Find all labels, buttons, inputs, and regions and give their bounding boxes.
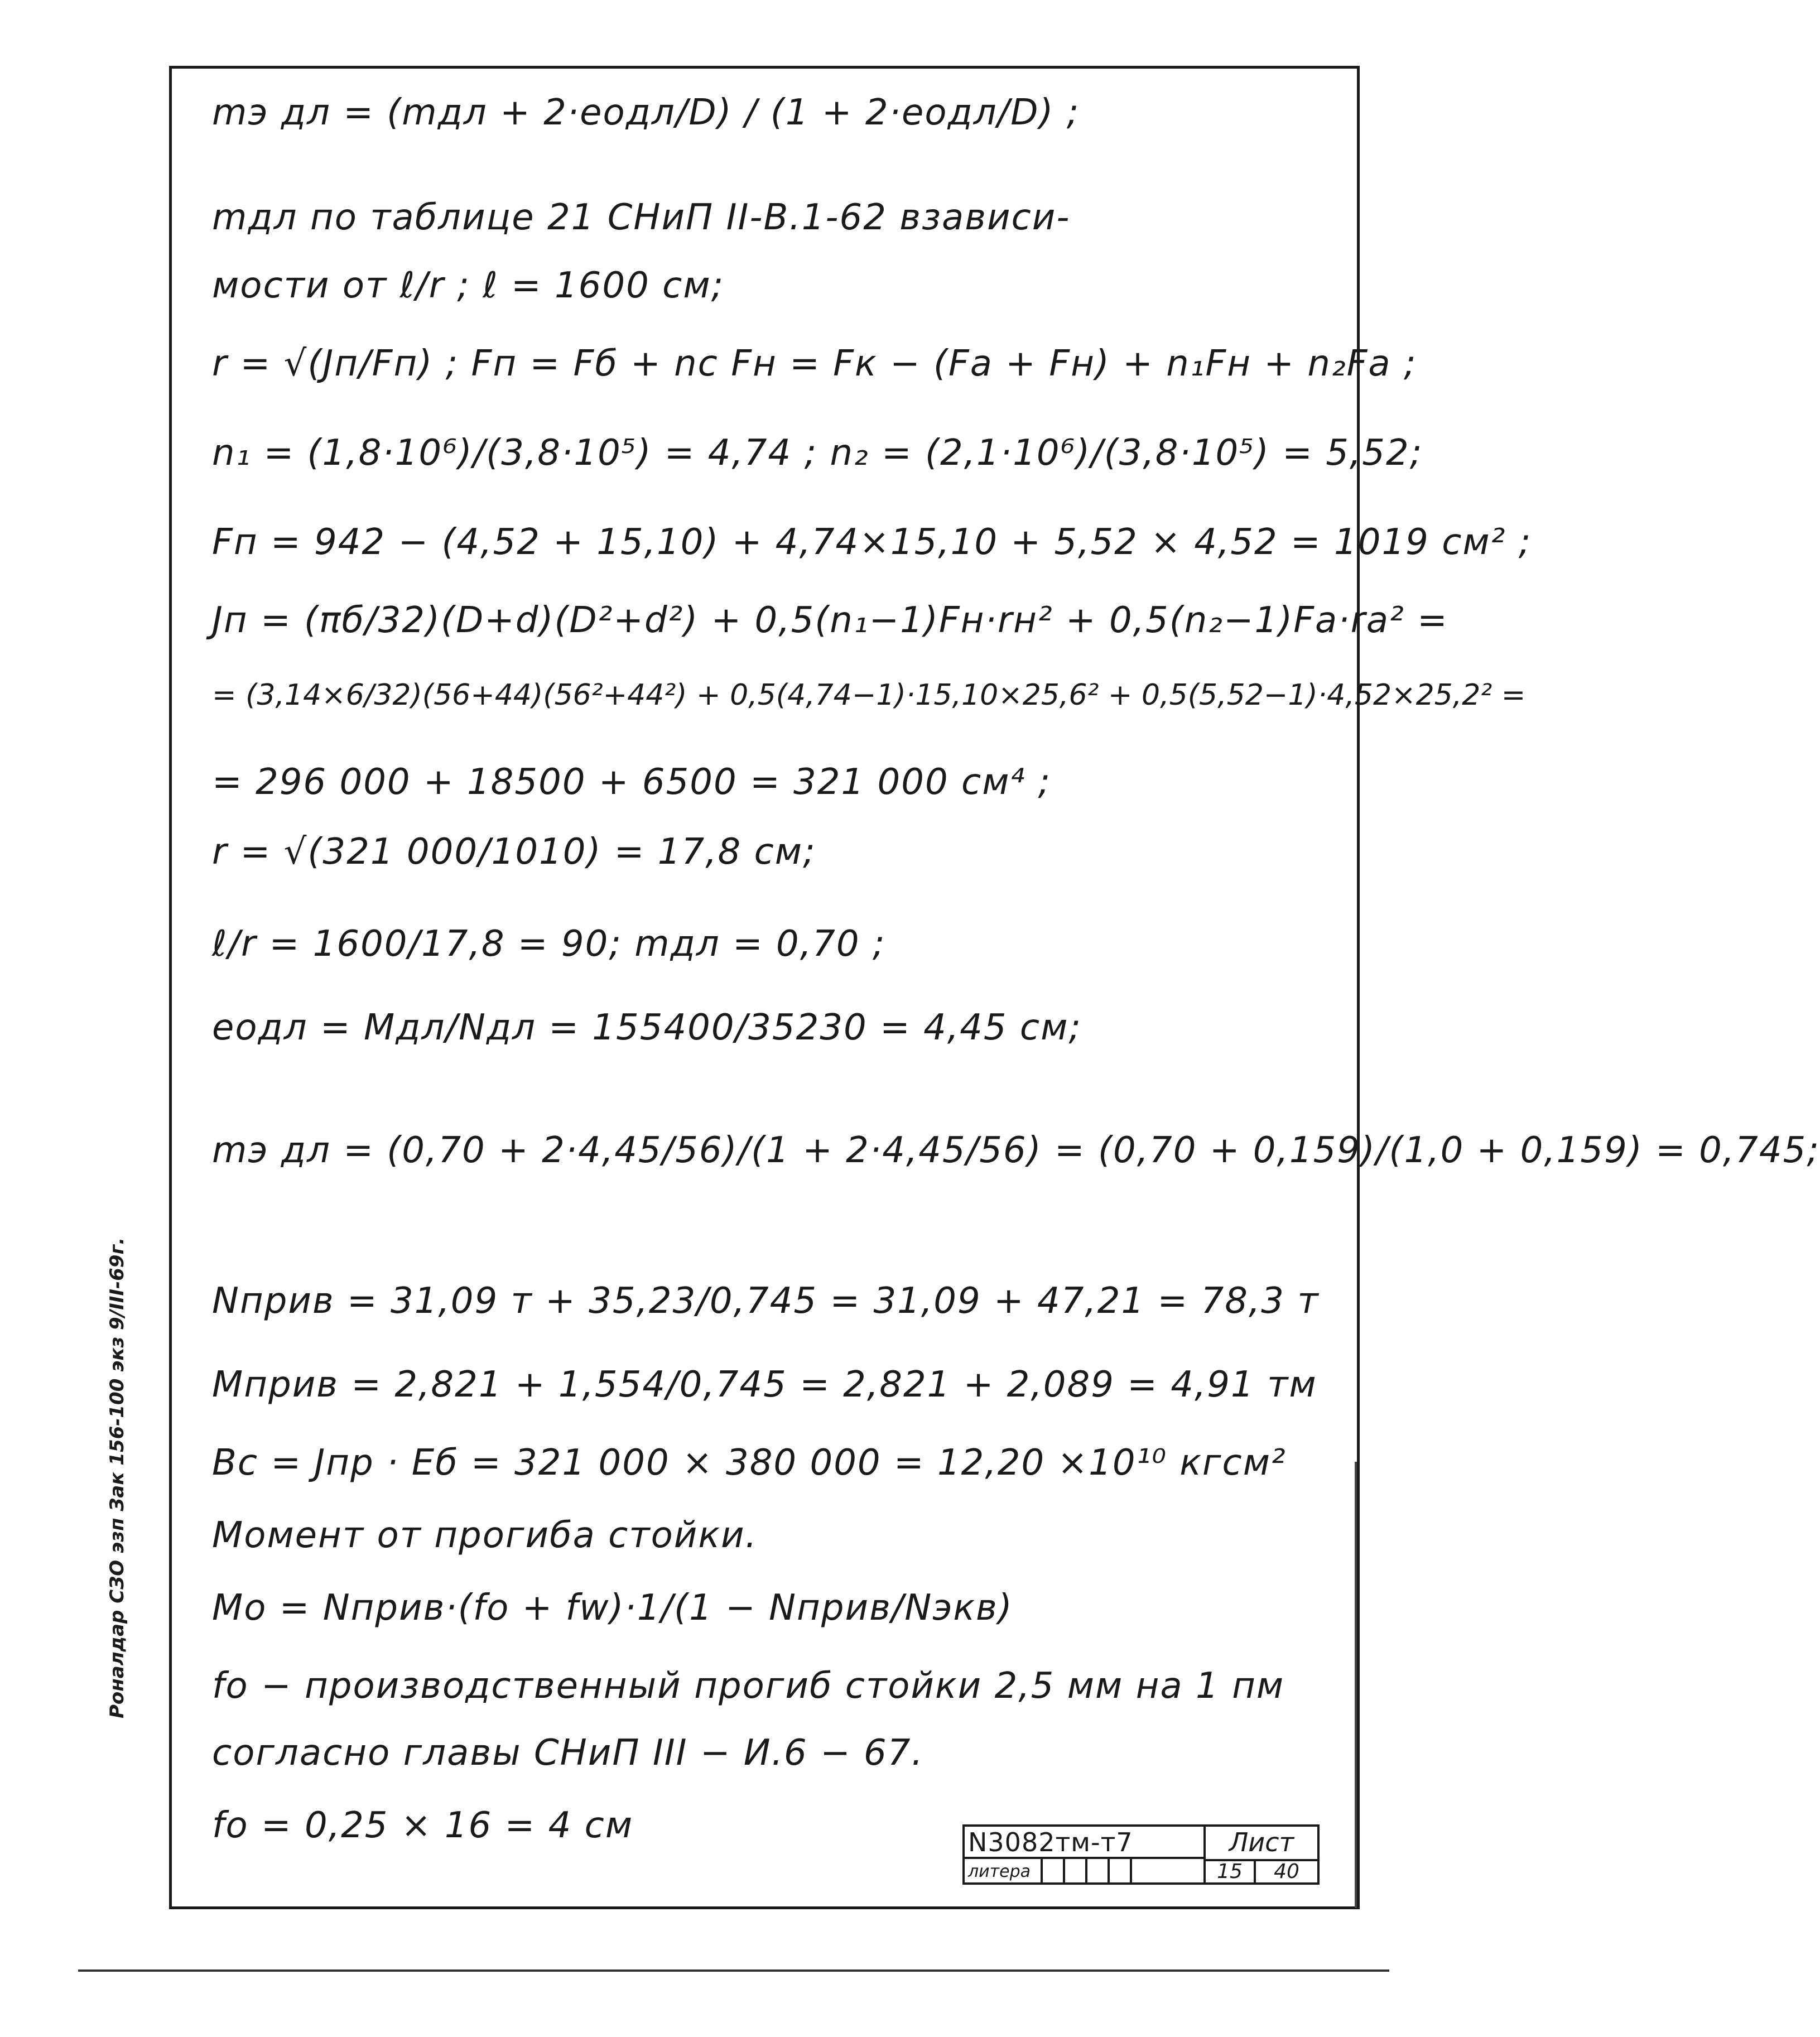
litera-cell <box>1110 1859 1132 1885</box>
formula-line: n₁ = (1,8·10⁶)/(3,8·10⁵) = 4,74 ; n₂ = (2,1·10⁶)/(3,8·10⁵) = 5,52; <box>212 432 1423 474</box>
formula-line: fо = 0,25 × 16 = 4 см <box>212 1805 634 1846</box>
formula-line: ℓ/r = 1600/17,8 = 90; mдл = 0,70 ; <box>212 923 886 965</box>
right-edge-rule <box>1355 1462 1357 1908</box>
sheet-total: 40 <box>1274 1860 1299 1883</box>
sheet-label: Лист <box>1206 1827 1317 1861</box>
formula-line: mэ дл = (0,70 + 2·4,45/56)/(1 + 2·4,45/56) = (0,70 + 0,159)/(1,0 + 0,159) = 0,745; <box>212 1130 1820 1171</box>
page-frame <box>169 66 1360 1909</box>
formula-line: = (3,14×6/32)(56+44)(56²+44²) + 0,5(4,74−1)·15,10×25,6² + 0,5(5,52−1)·4,52×25,2² = <box>212 678 1526 712</box>
sheet-number: 15 <box>1206 1859 1256 1885</box>
litera-cell <box>1065 1859 1087 1885</box>
formula-line: r = √(321 000/1010) = 17,8 см; <box>212 831 816 873</box>
litera-cell <box>1132 1859 1206 1885</box>
title-block <box>962 1824 1320 1885</box>
litera-label: литера <box>965 1859 1043 1885</box>
litera-cell <box>1043 1859 1065 1885</box>
text-line: mдл по таблице 21 СНиП II-В.1-62 взависи- <box>212 197 1071 238</box>
formula-line: Mо = Nприв·(fо + fw)·1/(1 − Nприв/Nэкв) <box>212 1587 1013 1629</box>
text-line: согласно главы СНиП III − И.6 − 67. <box>212 1732 924 1774</box>
text-line: fо − производственный прогиб стойки 2,5 мм на 1 пм <box>212 1665 1285 1707</box>
formula-line: Jп = (πб/32)(D+d)(D²+d²) + 0,5(n₁−1)Fн·rн² + 0,5(n₂−1)Fа·rа² = <box>212 600 1448 641</box>
text-line: мости от ℓ/r ; ℓ = 1600 см; <box>212 265 725 306</box>
formula-line: Nприв = 31,09 т + 35,23/0,745 = 31,09 + 47,21 = 78,3 т <box>212 1280 1320 1322</box>
formula-line: Mприв = 2,821 + 1,554/0,745 = 2,821 + 2,089 = 4,91 тм <box>212 1364 1317 1405</box>
margin-print-note: Роналдар СЗО эзп Зак 156-100 экз 9/III-69г. <box>106 1237 128 1718</box>
formula-line: r = √(Jп/Fп) ; Fп = Fб + nс Fн = Fк − (Fа + Fн) + n₁Fн + n₂Fа ; <box>212 343 1417 384</box>
litera-cell <box>1087 1859 1110 1885</box>
section-heading: Момент от прогиба стойки. <box>212 1515 758 1556</box>
drawing-code: N3082тм-т7 <box>965 1827 1206 1859</box>
formula-line: Fп = 942 − (4,52 + 15,10) + 4,74×15,10 + 5,52 × 4,52 = 1019 см² ; <box>212 522 1532 563</box>
formula-line: mэ дл = (mдл + 2·eодл/D) / (1 + 2·eодл/D) ; <box>212 92 1080 133</box>
formula-line: = 296 000 + 18500 + 6500 = 321 000 см⁴ ; <box>212 762 1052 803</box>
page-bottom-rule <box>78 1969 1389 1972</box>
formula-line: eодл = Mдл/Nдл = 155400/35230 = 4,45 см; <box>212 1007 1082 1048</box>
formula-line: Bс = Jпр · Eб = 321 000 × 380 000 = 12,20 ×10¹⁰ кгсм² <box>212 1442 1287 1484</box>
